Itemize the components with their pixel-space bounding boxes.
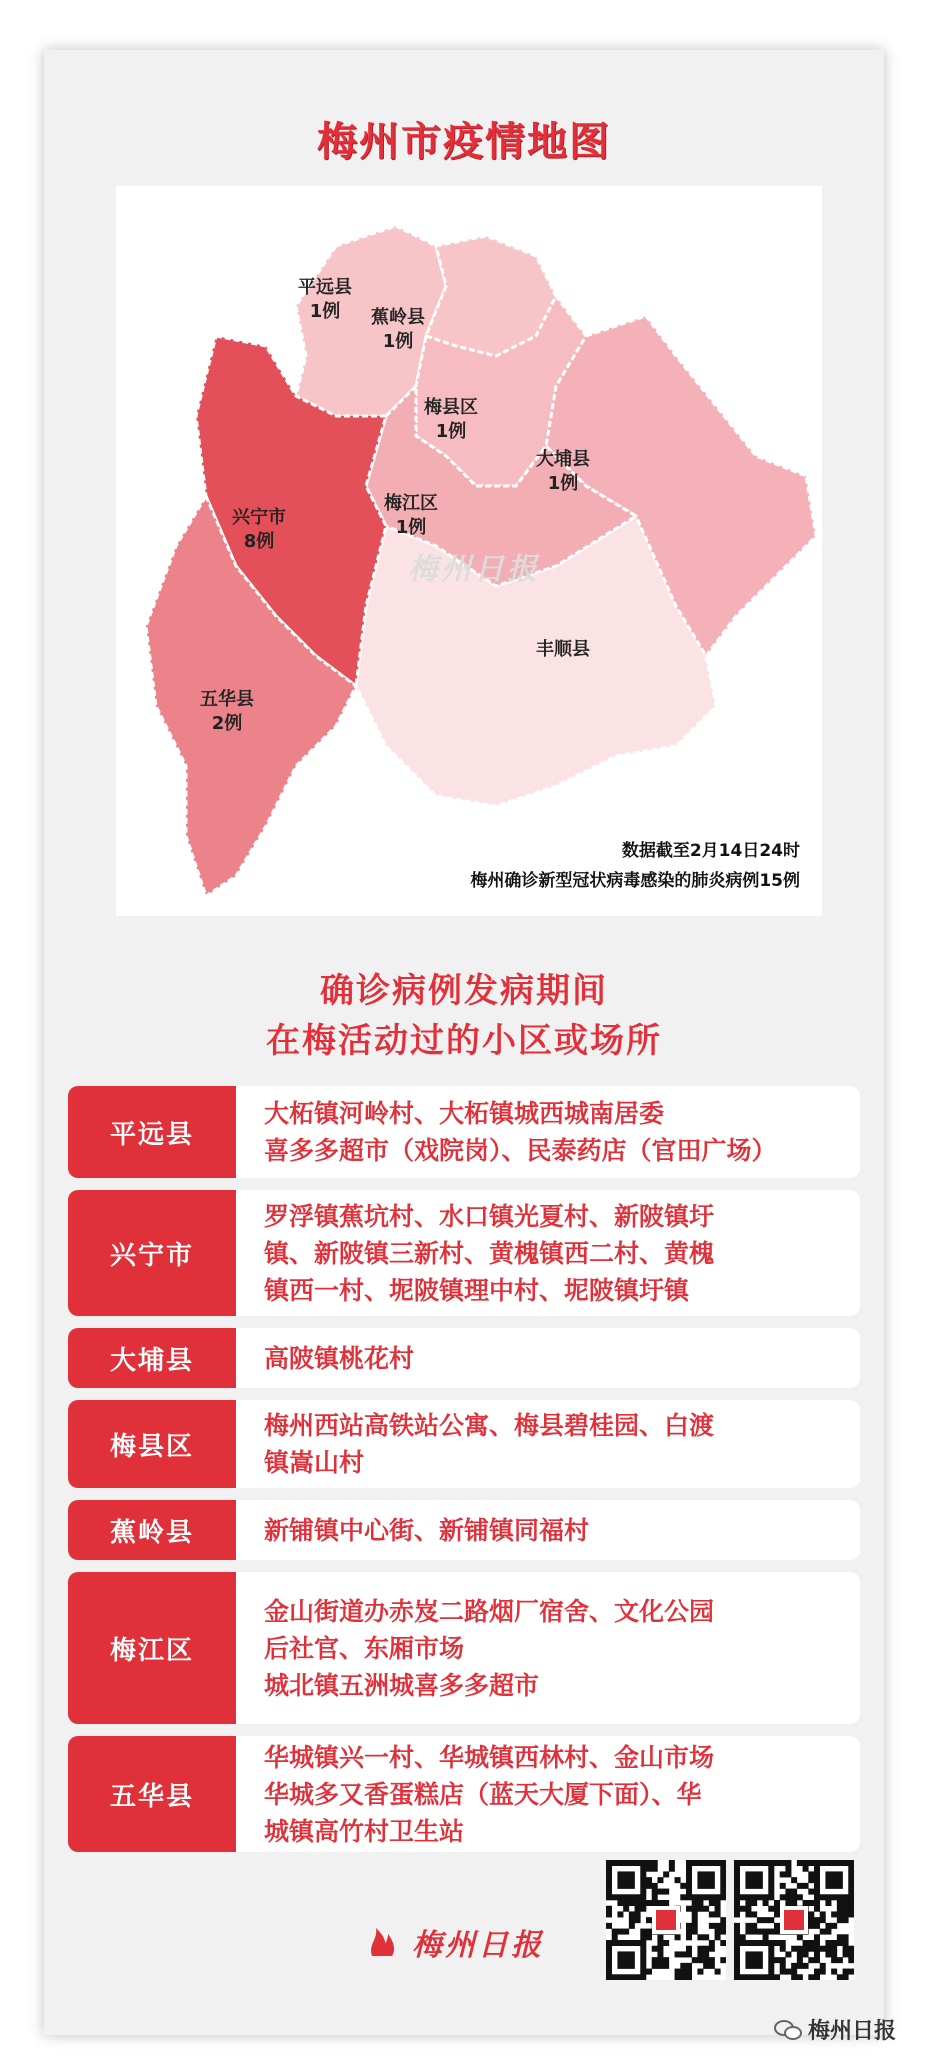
label-wuhua <box>200 688 254 736</box>
label-cases: 1例 <box>435 421 467 442</box>
place-line: 华城多又香蛋糕店（蓝天大厦下面）、华 <box>264 1779 702 1809</box>
label-name: 蕉岭县 <box>371 307 425 328</box>
place-row-jiaoling <box>68 1500 860 1560</box>
place-list <box>236 1500 860 1560</box>
data-date-note: 数据截至2月14日24时 <box>621 841 800 861</box>
place-line: 新铺镇中心街、新铺镇同福村 <box>264 1515 590 1545</box>
place-region: 梅县区 <box>68 1400 236 1488</box>
label-pingyuan <box>298 276 352 324</box>
place-list <box>236 1400 860 1488</box>
label-name: 平远县 <box>298 277 352 298</box>
label-cases: 1例 <box>309 301 341 322</box>
label-name: 大埔县 <box>536 449 590 470</box>
place-line: 高陂镇桃花村 <box>264 1343 415 1373</box>
place-line: 大柘镇河岭村、大柘镇城西城南居委 <box>264 1099 665 1128</box>
place-region: 五华县 <box>68 1736 236 1852</box>
place-list <box>236 1086 860 1178</box>
place-line: 后社官、东厢市场 <box>264 1633 465 1663</box>
label-jiaoling <box>371 306 425 354</box>
place-line: 城北镇五洲城喜多多超市 <box>264 1670 540 1700</box>
wechat-account-name: 梅州日报 <box>807 2019 896 2044</box>
label-name: 梅县区 <box>424 397 478 418</box>
poster-card <box>44 50 884 2035</box>
place-list <box>236 1328 860 1388</box>
epidemic-map <box>116 186 822 916</box>
flame-logo-icon <box>364 1922 404 1962</box>
footer-logo <box>364 1920 544 1964</box>
place-region: 梅江区 <box>68 1572 236 1724</box>
label-cases: 1例 <box>395 517 427 538</box>
place-row-meijiang <box>68 1572 860 1724</box>
place-list <box>236 1572 860 1724</box>
label-meijiang <box>384 492 438 540</box>
label-meixian <box>424 396 478 444</box>
label-fengshun <box>536 638 590 662</box>
wechat-account <box>774 2014 896 2045</box>
place-line: 镇嵩山村 <box>264 1448 365 1477</box>
section-title-line2: 在梅活动过的小区或场所 <box>266 1021 662 1061</box>
label-cases: 2例 <box>211 713 243 734</box>
place-row-pingyuan <box>68 1086 860 1178</box>
footer-logo-text: 梅州日报 <box>412 1928 544 1963</box>
place-row-meixian <box>68 1400 860 1488</box>
place-list <box>236 1736 860 1852</box>
wechat-icon <box>774 2019 802 2041</box>
label-name: 五华县 <box>200 689 254 710</box>
place-row-xingning <box>68 1190 860 1316</box>
place-line: 金山街道办赤岌二路烟厂宿舍、文化公园 <box>264 1596 715 1626</box>
place-line: 镇、新陂镇三新村、黄槐镇西二村、黄槐 <box>264 1238 715 1268</box>
place-line: 镇西一村、坭陂镇理中村、坭陂镇圩镇 <box>264 1275 690 1305</box>
place-list <box>236 1190 860 1316</box>
page-title: 梅州市疫情地图 <box>317 119 611 165</box>
label-xingning <box>232 506 286 554</box>
label-name: 兴宁市 <box>232 507 286 528</box>
place-row-wuhua <box>68 1736 860 1852</box>
label-cases: 1例 <box>547 473 579 494</box>
label-dabu <box>536 448 590 496</box>
place-line: 喜多多超市（戏院岗）、民泰药店（官田广场） <box>264 1136 777 1165</box>
map-watermark: 梅州日报 <box>408 552 540 587</box>
case-total-note: 梅州确诊新型冠状病毒感染的肺炎病例15例 <box>470 871 800 891</box>
qr-pattern-icon <box>606 1860 726 1980</box>
place-row-dabu <box>68 1328 860 1388</box>
place-line: 华城镇兴一村、华城镇西林村、金山市场 <box>264 1742 715 1772</box>
qr-code-2[interactable] <box>734 1860 854 1980</box>
place-region: 大埔县 <box>68 1328 236 1388</box>
label-name: 丰顺县 <box>536 639 590 660</box>
place-line: 梅州西站高铁站公寓、梅县碧桂园、白渡 <box>264 1411 715 1440</box>
place-region: 兴宁市 <box>68 1190 236 1316</box>
label-cases: 1例 <box>382 331 414 352</box>
label-cases: 8例 <box>243 531 275 552</box>
qr-pattern-icon <box>734 1860 854 1980</box>
place-region: 蕉岭县 <box>68 1500 236 1560</box>
place-line: 城镇高竹村卫生站 <box>264 1816 465 1846</box>
label-name: 梅江区 <box>384 493 438 514</box>
place-region: 平远县 <box>68 1086 236 1178</box>
place-line: 罗浮镇蕉坑村、水口镇光夏村、新陂镇圩 <box>264 1201 715 1231</box>
qr-code-1[interactable] <box>606 1860 726 1980</box>
section-title-line1: 确诊病例发病期间 <box>320 971 608 1011</box>
